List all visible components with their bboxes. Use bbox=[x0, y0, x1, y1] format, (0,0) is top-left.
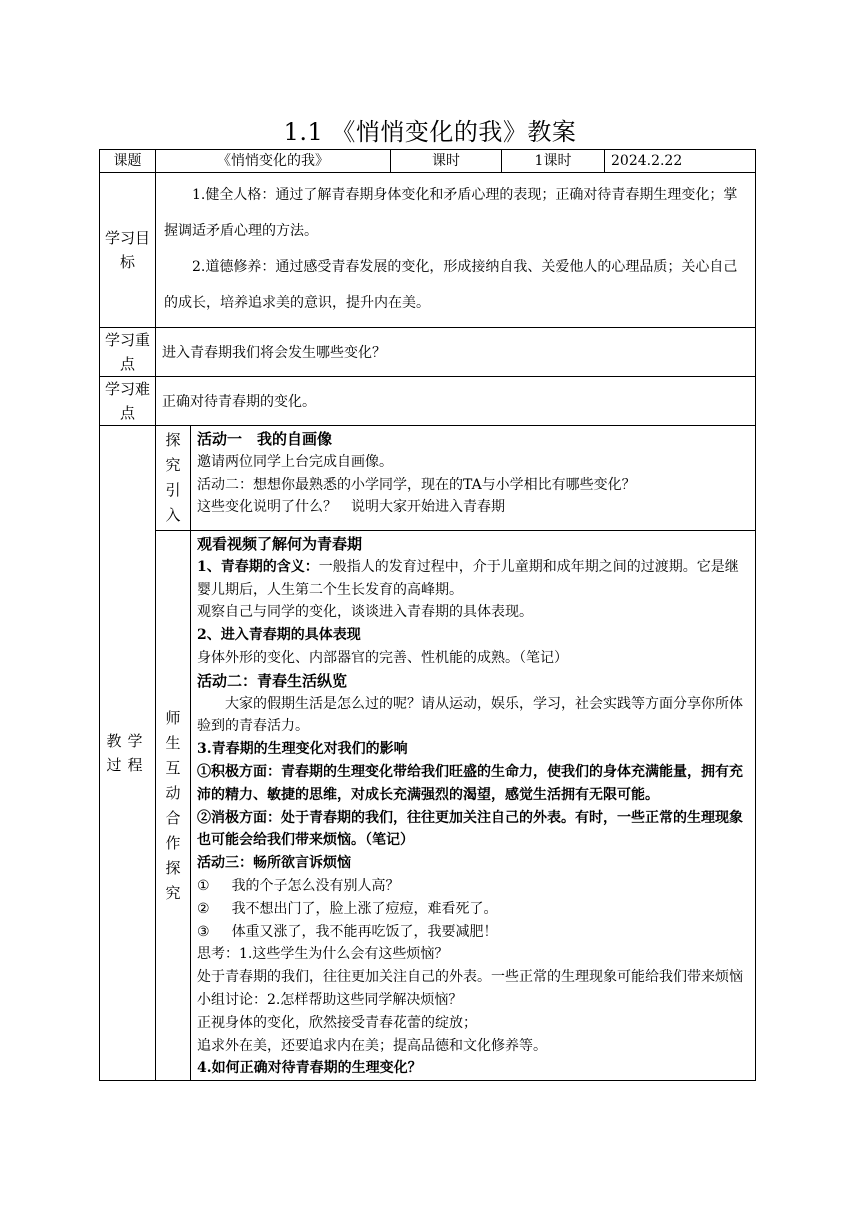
intro-line-1: 活动一 我的自画像 bbox=[197, 430, 333, 448]
focus-label: 学习重点 bbox=[100, 328, 156, 377]
topic-label: 课题 bbox=[100, 150, 156, 173]
focus-row bbox=[100, 328, 756, 377]
interact-stage-label: 师生互动合作探究 bbox=[156, 531, 191, 1081]
think-answer: 处于青春期的我们，往往更加关注自己的外表。一些正常的生理现象可能给我们带来烦恼 bbox=[197, 969, 743, 986]
goals-content bbox=[156, 173, 756, 328]
activity2-body: 大家的假期生活是怎么过的呢？请从运动，娱乐，学习，社会实践等方面分享你所体验到的青春活力。 bbox=[197, 695, 743, 735]
signs-head: 2、进入青春期的具体表现 bbox=[197, 627, 361, 644]
header-row bbox=[100, 150, 756, 173]
meaning-body: 一般指人的发育过程中，介于儿童期和成年期之间的过渡期。它是继婴儿期后，人生第二个生长发育的高峰期。 bbox=[197, 558, 739, 598]
worry-num: ② bbox=[197, 900, 210, 917]
impact-head: 3.青春期的生理变化对我们的影响 bbox=[197, 741, 408, 758]
topic-value: 《悄悄变化的我》 bbox=[156, 150, 391, 173]
intro-stage-label: 探究引入 bbox=[156, 426, 191, 531]
signs-body: 身体外形的变化、内部器官的完善、性机能的成熟。（笔记） bbox=[197, 649, 568, 666]
discuss-answer-1: 正视身体的变化，欣然接受青春花蕾的绽放； bbox=[197, 1014, 477, 1031]
process-interact-row bbox=[100, 531, 756, 1081]
worry-item bbox=[197, 875, 751, 898]
worry-num: ① bbox=[197, 877, 210, 894]
observe-line: 观察自己与同学的变化，谈谈进入青春期的具体表现。 bbox=[197, 604, 533, 621]
intro-line-2: 邀请两位同学上台完成自画像。 bbox=[197, 453, 393, 470]
goals-row bbox=[100, 173, 756, 328]
worry-num: ③ bbox=[197, 923, 210, 940]
worry-item bbox=[197, 921, 751, 944]
meaning-paragraph bbox=[197, 556, 751, 602]
interact-content bbox=[191, 531, 756, 1081]
worry-text: 我的个子怎么没有别人高？ bbox=[231, 877, 400, 894]
activity3-title: 活动三：畅所欲言诉烦恼 bbox=[197, 855, 351, 872]
process-label: 教学过程 bbox=[100, 426, 156, 1081]
page-title: 1.1 《悄悄变化的我》教案 bbox=[283, 118, 577, 146]
impact-negative: ②消极方面：处于青春期的我们，往往更加关注自己的外表。有时，一些正常的生理现象也可能会给我们带来烦恼。（笔记） bbox=[197, 809, 743, 849]
discuss-answer-2: 追求外在美，还要追求内在美；提高品德和文化修养等。 bbox=[197, 1037, 547, 1054]
date-value: 2024.2.22 bbox=[605, 150, 756, 173]
goal-item-2: 2.道德修养：通过感受青春发展的变化，形成接纳自我、关爱他人的心理品质；关心自己的成长，培养追求美的意识，提升内在美。 bbox=[164, 259, 738, 311]
think-question: 思考：1.这些学生为什么会有这些烦恼？ bbox=[197, 946, 449, 963]
difficulty-label: 学习难点 bbox=[100, 377, 156, 426]
hours-value: 1课时 bbox=[502, 150, 605, 173]
discuss-question: 小组讨论：2.怎样帮助这些同学解决烦恼？ bbox=[197, 991, 463, 1008]
focus-value: 进入青春期我们将会发生哪些变化？ bbox=[156, 328, 756, 377]
worry-item bbox=[197, 898, 751, 921]
intro-line-3: 活动二：想想你最熟悉的小学同学，现在的TA与小学相比有哪些变化？ bbox=[197, 476, 636, 493]
intro-content bbox=[191, 426, 756, 531]
impact-positive: ①积极方面：青春期的生理变化带给我们旺盛的生命力，使我们的身体充满能量，拥有充沛的精力、敏捷的思维，对成长充满强烈的渴望，感觉生活拥有无限可能。 bbox=[197, 763, 743, 803]
meaning-head: 1、青春期的含义： bbox=[197, 558, 319, 575]
process-intro-row bbox=[100, 426, 756, 531]
worry-text: 我不想出门了，脸上涨了痘痘，难看死了。 bbox=[231, 900, 498, 917]
worry-text: 体重又涨了，我不能再吃饭了，我要减肥！ bbox=[231, 923, 498, 940]
lesson-plan-table bbox=[99, 149, 756, 1081]
activity2-title: 活动二：青春生活纵览 bbox=[197, 671, 348, 690]
approach-head: 4.如何正确对待青春期的生理变化？ bbox=[197, 1060, 422, 1077]
video-title: 观看视频了解何为青春期 bbox=[197, 535, 363, 553]
difficulty-row bbox=[100, 377, 756, 426]
goal-item-1: 1.健全人格：通过了解青春期身体变化和矛盾心理的表现；正确对待青春期生理变化；掌握调适矛盾心理的方法。 bbox=[164, 187, 738, 239]
hours-label: 课时 bbox=[391, 150, 502, 173]
difficulty-value: 正确对待青春期的变化。 bbox=[156, 377, 756, 426]
intro-line-4: 这些变化说明了什么？ 说明大家开始进入青春期 bbox=[197, 499, 505, 516]
goals-label: 学习目标 bbox=[100, 173, 156, 328]
